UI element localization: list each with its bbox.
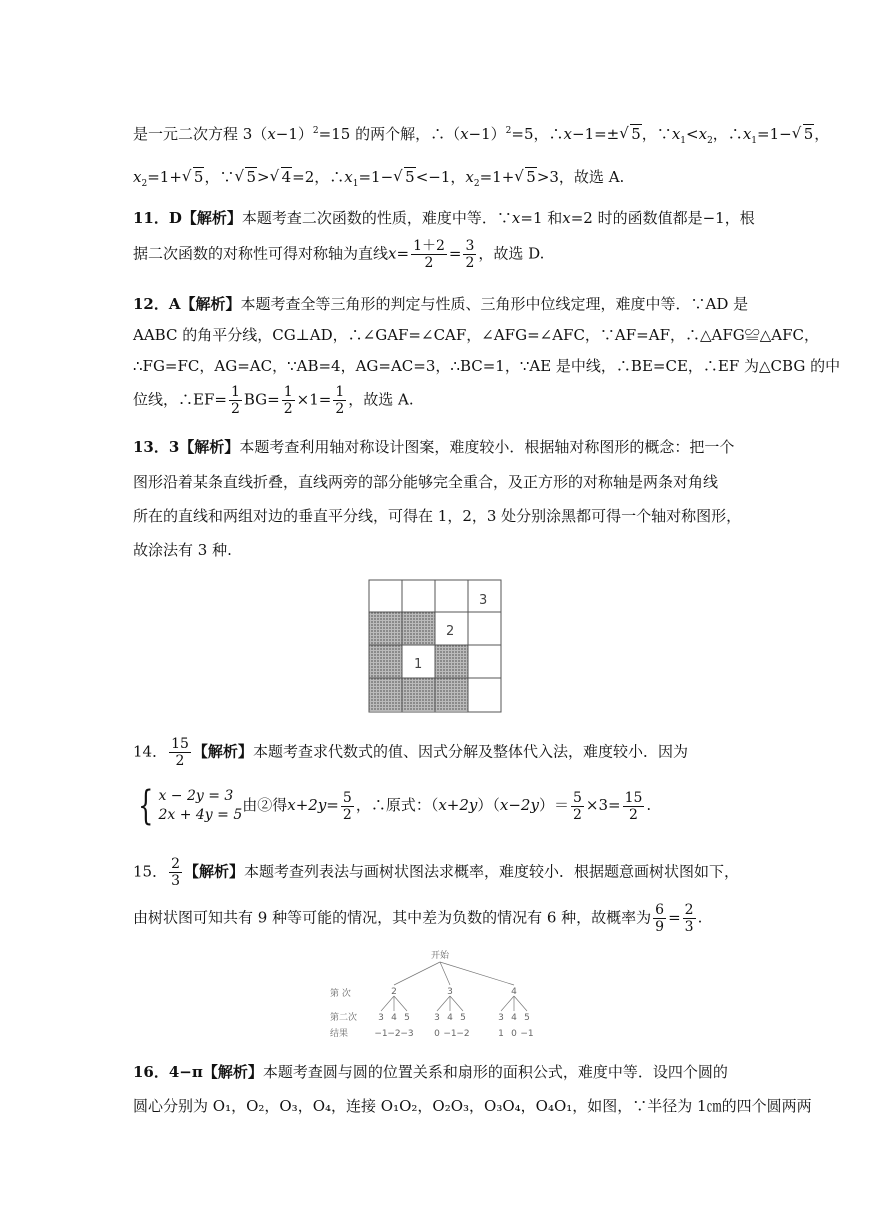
tree-root: 开始 <box>430 951 450 961</box>
tree-first-node: 4 <box>511 987 517 997</box>
tree-second-node: 4 <box>447 1013 453 1023</box>
tree-second-node: 3 <box>378 1013 384 1023</box>
q12-line-1: 12．A【解析】本题考查全等三角形的判定与性质、三角形中位线定理，难度中等．∵AD 是 <box>133 295 749 313</box>
fraction: $\frac{1}{2}$ <box>230 384 240 417</box>
fraction: $\frac{3}{2}$ <box>465 238 475 271</box>
fraction: $\frac{5}{2}$ <box>342 789 352 823</box>
q16-line-1: 16．4−π【解析】本题考查圆与圆的位置关系和扇形的面积公式，难度中等．设四个圆的 <box>133 1063 728 1081</box>
tree-second-node: 5 <box>404 1013 410 1023</box>
tree-second-node: 3 <box>434 1013 440 1023</box>
tree-result: 0 <box>511 1029 517 1039</box>
grid-cell-shaded <box>402 678 435 711</box>
fraction: $\frac{15}{2}$ <box>171 736 189 769</box>
tree-first-node: 3 <box>447 987 453 997</box>
q12-line-4: 位线，∴EF= $\frac{1}{2}$ BG= $\frac{1}{2}$ ×1= $\frac{1}{2}$ ，故选 A. <box>133 384 414 417</box>
fraction: $\frac{1+2}{2}$ <box>413 238 445 271</box>
tree-second-node: 4 <box>391 1013 397 1023</box>
fraction: $\frac{1}{2}$ <box>335 384 345 417</box>
q12-line-2: AABC 的角平分线，CG⊥AD，∴∠GAF=∠CAF，∠AFG=∠AFC，∵AF=AF，∴△AFG≌△AFC， <box>133 326 819 344</box>
q13-line-2: 图形沿着某条直线折叠，直线两旁的部分能够完全重合，及正方形的对称轴是两条对角线 <box>133 473 719 491</box>
equation-system: { x − 2y = 3 2x + 4y = 5 <box>138 783 243 829</box>
grid-cell-shaded <box>369 612 402 645</box>
q11-line-2: 据二次函数的对称性可得对称轴为直线x= $\frac{1+2}{2}$ = $\frac{3}{2}$ ，故选 D. <box>133 238 545 271</box>
solution-line-2: $x_2=1+√$ 5，∵√ 5>√ 4=2，$\therefore x_1=1-√$ 5<−1，$x_2=1+√$ 5>3，故选 A. <box>133 167 624 194</box>
fraction: $\frac{5}{2}$ <box>572 789 582 823</box>
grid-cell-shaded <box>369 678 402 711</box>
tree-result: −1 <box>443 1029 457 1039</box>
tree-result: −2 <box>456 1029 470 1039</box>
fraction: $\frac{6}{9}$ <box>655 902 665 935</box>
grid-label-3: 3 <box>479 593 488 608</box>
q16-line-2: 圆心分别为 O₁，O₂，O₃，O₄，连接 O₁O₂，O₂O₃，O₃O₄，O₄O₁，如图，∵半径为 1㎝的四个圆两两 <box>133 1097 812 1115</box>
grid-cell-shaded <box>435 678 468 711</box>
q13-line-4: 故涂法有 3 种. <box>133 541 232 559</box>
tree-first-node: 2 <box>391 987 397 997</box>
q13-line-3: 所在的直线和两组对边的垂直平分线，可得在 1，2，3 处分别涂黑都可得一个轴对称图形， <box>133 507 742 525</box>
tree-row-label-1: 第 次 <box>330 989 351 999</box>
tree-result: 0 <box>434 1029 440 1039</box>
tree-second-node: 4 <box>511 1013 517 1023</box>
tree-second-node: 5 <box>524 1013 530 1023</box>
q11-line-1: 11．D【解析】本题考查二次函数的性质，难度中等．∵x=1 和x=2 时的函数值都是−1，根 <box>133 209 755 227</box>
grid-cell-shaded <box>435 645 468 678</box>
tree-result: 1 <box>498 1029 504 1039</box>
q15-line-1: 15． $\frac{2}{3}$ 【解析】本题考查列表法与画树状图法求概率，难度较小．根据题意画树状图如下， <box>133 856 740 889</box>
fraction: $\frac{2}{3}$ <box>684 902 694 935</box>
tree-row-label-3: 结果 <box>330 1029 349 1039</box>
grid-label-1: 1 <box>414 657 423 672</box>
tree-result: −1 <box>374 1029 388 1039</box>
grid-cell-shaded <box>369 645 402 678</box>
fraction: $\frac{2}{3}$ <box>171 856 181 889</box>
tree-second-node: 3 <box>498 1013 504 1023</box>
grid-label-2: 2 <box>446 624 455 639</box>
tree-result: −3 <box>400 1029 414 1039</box>
grid-cell-shaded <box>402 612 435 645</box>
tree-second-node: 5 <box>460 1013 466 1023</box>
symmetry-grid-figure <box>368 579 502 713</box>
q14-line-1: 14． $\frac{15}{2}$ 【解析】本题考查求代数式的值、因式分解及整体代入法，难度较小．因为 <box>133 736 688 769</box>
q13-line-1: 13．3【解析】本题考查利用轴对称设计图案，难度较小．根据轴对称图形的概念：把一个 <box>133 438 735 456</box>
probability-tree-diagram <box>322 948 558 1044</box>
solution-line-1: 是一元二次方程 $3(x-1)^2=15$ 的两个解，$\therefore(x-1)^2=5$，∴x−1=±√ 5，$\because x_1<x_2$，$\therefore x_1=1-√$ 5， <box>133 121 829 151</box>
q14-line-2: { x − 2y = 3 2x + 4y = 5 由②得x+2y= $\frac{5}{2}$ ，∴原式：（x+2y）（x−2y）＝ $\frac{5}{2}$ ×3= $\frac{15}{2}$ . <box>133 786 651 826</box>
q12-line-3: ∴FG=FC，AG=AC，∵AB=4，AG=AC=3，∴BC=1，∵AE 是中线，∴BE=CE，∴EF 为△CBG 的中 <box>133 357 841 375</box>
fraction: $\frac{15}{2}$ <box>624 789 643 823</box>
q15-line-2: 由树状图可知共有 9 种等可能的情况，其中差为负数的情况有 6 种，故概率为 $\frac{6}{9}$ = $\frac{2}{3}$ . <box>133 902 703 935</box>
tree-row-label-2: 第二次 <box>330 1013 358 1023</box>
tree-result: −2 <box>387 1029 401 1039</box>
fraction: $\frac{1}{2}$ <box>283 384 293 417</box>
tree-result: −1 <box>520 1029 534 1039</box>
